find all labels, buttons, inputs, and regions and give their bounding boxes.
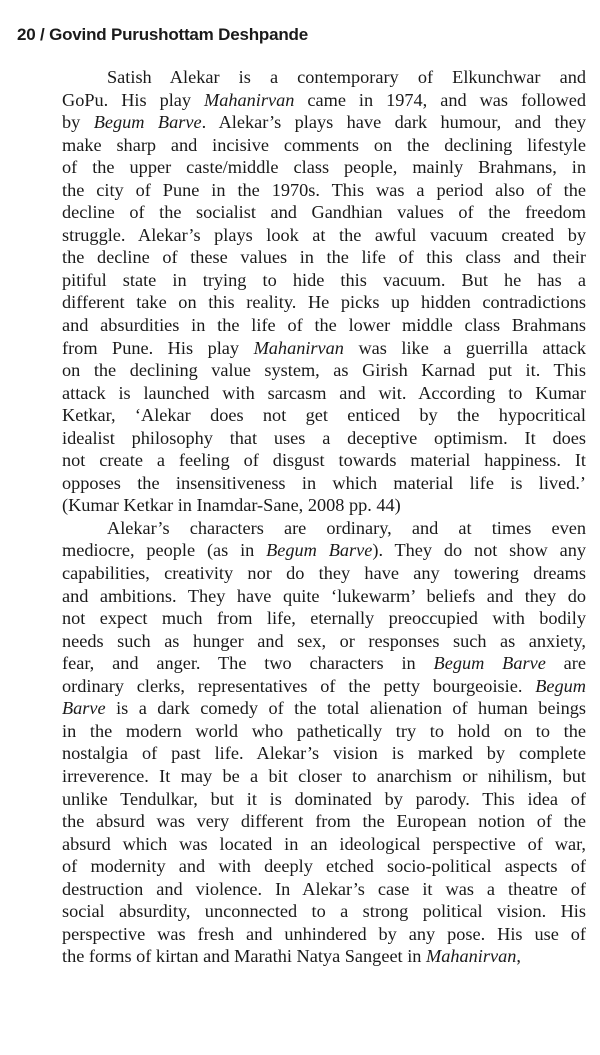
text-run: in the modern world who pathetically try to hold on to the [62, 720, 586, 741]
text-run: not expect much from life, eternally preoccupied with bodily [62, 608, 586, 629]
text-line [17, 630, 586, 653]
text-line [17, 652, 586, 675]
italic-title: Begum Barve [266, 540, 373, 561]
text-run: is a dark comedy of the total alienation of human beings [105, 698, 586, 719]
text-run: nostalgia of past life. Alekar’s vision is marked by complete [62, 743, 586, 764]
body-text [17, 66, 586, 968]
text-line [17, 945, 586, 968]
text-run: make sharp and incisive comments on the declining lifestyle [62, 134, 586, 155]
text-run: Alekar’s characters are ordinary, and at times even [107, 517, 586, 538]
text-run: are [545, 653, 586, 674]
text-line [17, 878, 586, 901]
paragraph-2 [17, 517, 586, 968]
text-line [17, 314, 586, 337]
text-line [17, 562, 586, 585]
text-line [17, 585, 586, 608]
text-run: unlike Tendulkar, but it is dominated by parody. This idea of [62, 788, 586, 809]
text-run: capabilities, creativity nor do they have any towering dreams [62, 563, 586, 584]
text-line [17, 720, 586, 743]
text-run: by [62, 112, 94, 133]
text-run: GoPu. His play [62, 89, 205, 110]
text-run: the decline of these values in the life of this class and their [62, 247, 586, 268]
text-line [17, 472, 586, 495]
text-run: idealist philosophy that uses a deceptive optimism. It does [62, 427, 586, 448]
running-head: 20 / Govind Purushottam Deshpande [17, 25, 308, 44]
text-run: decline of the socialist and Gandhian values of the freedom [62, 202, 586, 223]
text-line [17, 382, 586, 405]
text-run: attack is launched with sarcasm and wit. According to Kumar [62, 382, 586, 403]
text-run: and ambitions. They have quite ‘lukewarm’ beliefs and they do [62, 585, 586, 606]
text-run: the forms of kirtan and Marathi Natya Sangeet in [62, 946, 426, 967]
italic-title: Begum Barve [93, 112, 202, 133]
text-run: of the upper caste/middle class people, mainly Brahmans, in [62, 157, 586, 178]
text-run: the city of Pune in the 1970s. This was a period also of the [62, 179, 586, 200]
text-line [17, 291, 586, 314]
text-run: Ketkar, ‘Alekar does not get enticed by the hypocritical [62, 405, 586, 426]
text-line [17, 359, 586, 382]
paragraph-1 [17, 66, 586, 517]
text-line [17, 66, 586, 89]
text-run: , [516, 946, 521, 967]
text-run: irreverence. It may be a bit closer to anarchism or nihilism, but [62, 765, 586, 786]
text-line [17, 201, 586, 224]
text-line [17, 449, 586, 472]
text-line [17, 765, 586, 788]
text-line [17, 675, 586, 698]
text-run: was like a guerrilla attack [343, 337, 586, 358]
italic-title: Begum Barve [433, 653, 546, 674]
text-run: different take on this reality. He picks up hidden contradictions [62, 292, 586, 313]
text-run: social absurdity, unconnected to a strong political vision. His [62, 901, 586, 922]
text-run: opposes the insensitiveness in which material life is lived.’ [62, 472, 586, 493]
text-run: the absurd was very different from the European notion of the [62, 811, 586, 832]
italic-title: Begum [535, 675, 586, 696]
text-line [17, 111, 586, 134]
text-line [17, 134, 586, 157]
text-line [17, 923, 586, 946]
text-run: Satish Alekar is a contemporary of Elkunchwar and [107, 67, 586, 87]
text-line [17, 697, 586, 720]
text-run: came in 1974, and was followed [294, 89, 586, 110]
text-run: of modernity and with deeply etched socio-political aspects of [62, 856, 586, 877]
text-run: destruction and violence. In Alekar’s case it was a theatre of [62, 878, 586, 899]
text-line [17, 89, 586, 112]
text-line [17, 855, 586, 878]
text-run: absurd which was located in an ideological perspective of war, [62, 833, 586, 854]
text-line [17, 224, 586, 247]
text-run: (Kumar Ketkar in Inamdar-Sane, 2008 pp. 44) [62, 495, 401, 516]
text-line [17, 900, 586, 923]
text-line [17, 742, 586, 765]
text-line [17, 517, 586, 540]
italic-title: Mahanirvan [204, 89, 295, 110]
text-line [17, 788, 586, 811]
text-run: fear, and anger. The two characters in [62, 653, 434, 674]
text-run: pitiful state in trying to hide this vacuum. But he has a [62, 269, 586, 290]
text-line [17, 539, 586, 562]
text-run: ). They do not show any [372, 540, 586, 561]
text-run: perspective was fresh and unhindered by any pose. His use of [62, 923, 586, 944]
text-line [17, 810, 586, 833]
text-run: needs such as hunger and sex, or responses such as anxiety, [62, 630, 586, 651]
text-run: not create a feeling of disgust towards material happiness. It [62, 450, 586, 471]
text-run: . Alekar’s plays have dark humour, and they [201, 112, 586, 133]
text-line [17, 337, 586, 360]
text-run: on the declining value system, as Girish Karnad put it. This [62, 360, 586, 381]
text-line [17, 156, 586, 179]
text-run: ordinary clerks, representatives of the petty bourgeoisie. [62, 675, 536, 696]
text-line [17, 404, 586, 427]
text-run: from Pune. His play [62, 337, 254, 358]
italic-title: Mahanirvan [426, 946, 517, 967]
text-line [17, 833, 586, 856]
text-line [17, 246, 586, 269]
text-line [17, 427, 586, 450]
text-line [17, 494, 586, 517]
text-run: mediocre, people (as in [62, 540, 267, 561]
text-run: struggle. Alekar’s plays look at the awful vacuum created by [62, 224, 586, 245]
text-line [17, 179, 586, 202]
text-line [17, 269, 586, 292]
italic-title: Mahanirvan [253, 337, 344, 358]
text-line [17, 607, 586, 630]
text-run: and absurdities in the life of the lower middle class Brahmans [62, 315, 586, 336]
italic-title: Barve [62, 698, 106, 719]
